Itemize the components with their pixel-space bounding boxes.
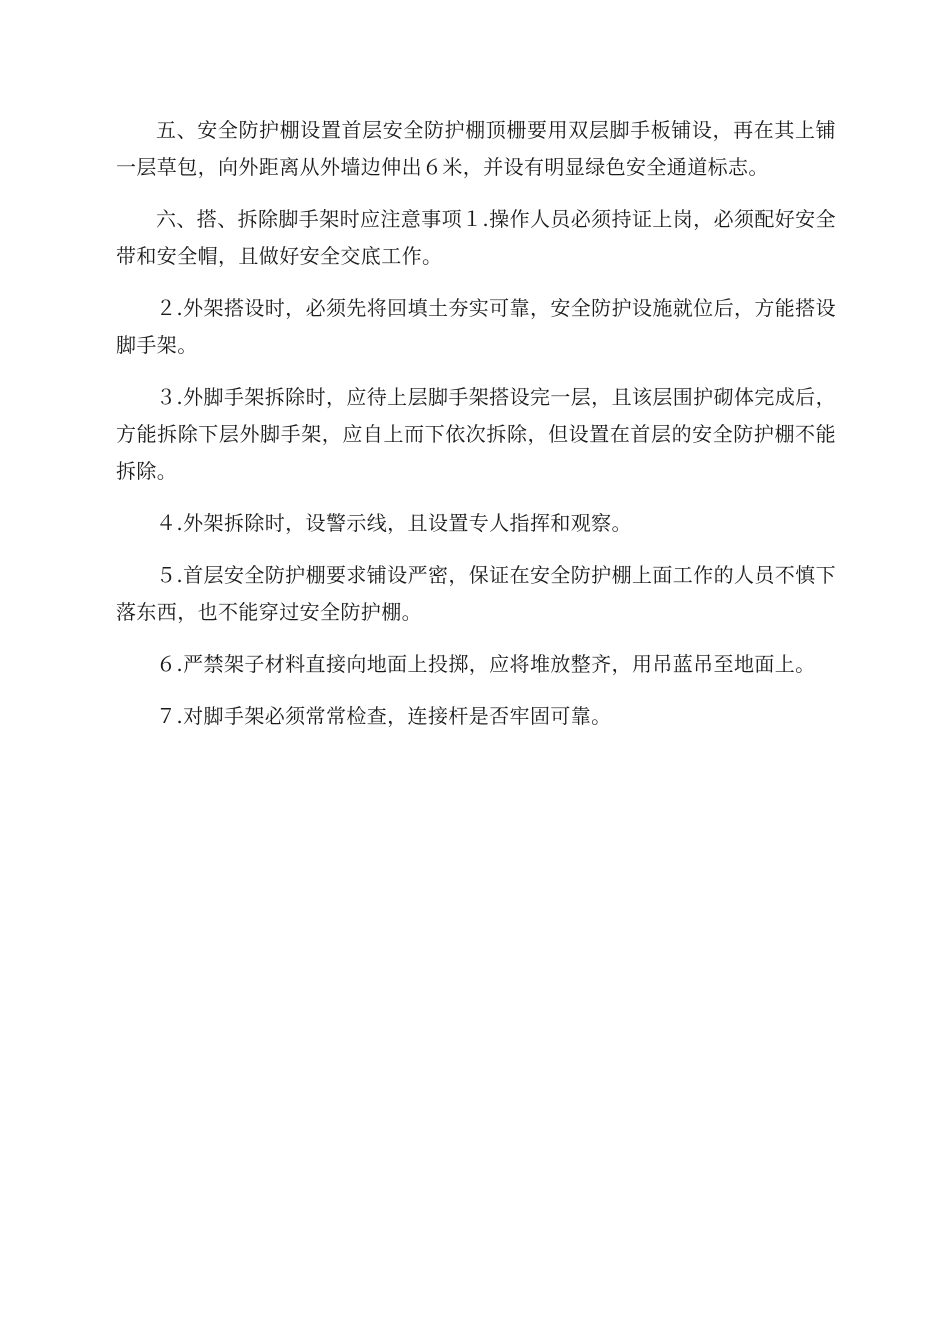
paragraph-item-2: ２.外架搭设时，必须先将回填土夯实可靠，安全防护设施就位后，方能搭设脚手架。 <box>116 296 836 357</box>
paragraph-item-4: ４.外架拆除时，设警示线，且设置专人指挥和观察。 <box>156 511 632 535</box>
paragraph-item-3: ３.外脚手架拆除时，应待上层脚手架搭设完一层，且该层围护砌体完成后，方能拆除下层外脚手架，应自上而下依次拆除，但设置在首层的安全防护棚不能拆除。 <box>116 385 836 483</box>
document-body <box>116 112 836 750</box>
paragraph-item-6: ６.严禁架子材料直接向地面上投掷，应将堆放整齐，用吊蓝吊至地面上。 <box>156 652 816 676</box>
paragraph-item-5: ５.首层安全防护棚要求铺设严密，保证在安全防护棚上面工作的人员不慎下落东西，也不能穿过安全防护棚。 <box>116 563 836 624</box>
paragraph-scaffold-precautions: 六、搭、拆除脚手架时应注意事项１.操作人员必须持证上岗，必须配好安全带和安全帽，且做好安全交底工作。 <box>116 207 836 268</box>
paragraph-protective-shed: 五、安全防护棚设置首层安全防护棚顶栅要用双层脚手板铺设，再在其上铺一层草包，向外距离从外墙边伸出６米，并设有明显绿色安全通道标志。 <box>116 118 836 179</box>
paragraph-item-7: ７.对脚手架必须常常检查，连接杆是否牢固可靠。 <box>156 704 612 728</box>
